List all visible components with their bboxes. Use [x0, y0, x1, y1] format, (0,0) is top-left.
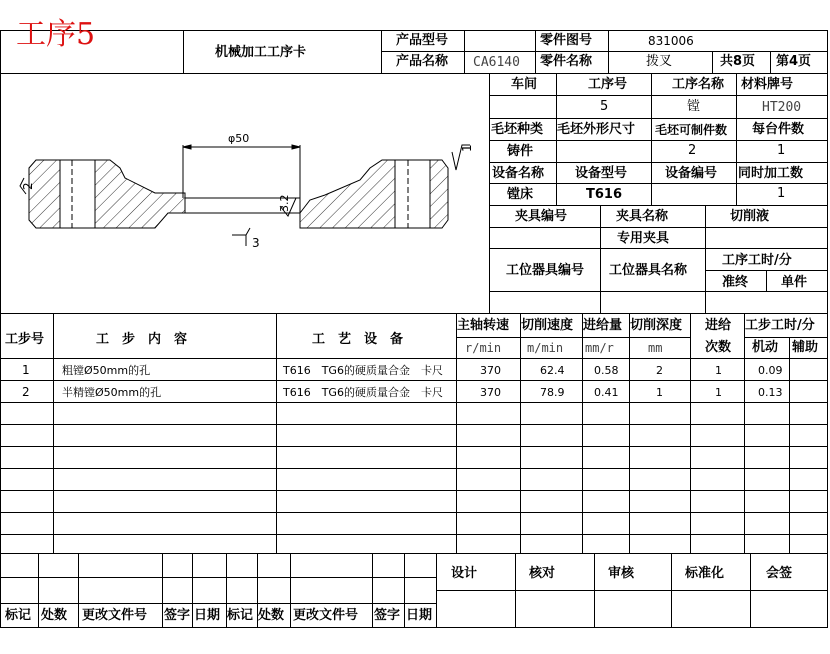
product-name-label: 产品名称	[396, 54, 449, 69]
process-hours-label: 工序工时/分	[722, 253, 792, 268]
equip-model-label: 设备型号	[575, 166, 628, 181]
step-2-no: 2	[22, 385, 30, 399]
diameter-label: φ50	[228, 132, 250, 145]
step-1-equipment: T616 TG6的硬质量合金 卡尺	[283, 364, 443, 377]
unit-label: 单件	[781, 275, 808, 290]
product-model-label: 产品型号	[396, 33, 449, 48]
prep-end-label: 准终	[722, 275, 749, 290]
step-2-equipment: T616 TG6的硬质量合金 卡尺	[283, 386, 443, 399]
step-2-speed: 370	[480, 386, 501, 399]
page-no: 第4页	[776, 54, 812, 69]
change-doc-label-1: 更改文件号	[82, 608, 148, 623]
blank-size-label: 毛坯外形尺寸	[557, 122, 636, 137]
mark-2: 2	[21, 182, 35, 190]
step-1-no: 1	[22, 363, 30, 377]
feed-header: 进给量	[583, 318, 623, 333]
step-1-content: 粗镗Ø50mm的孔	[62, 364, 151, 377]
part-name-label: 零件名称	[540, 54, 593, 69]
countersign-label: 会签	[766, 566, 793, 581]
coolant-label: 切削液	[730, 209, 770, 224]
part-name-value: 拨叉	[646, 54, 673, 69]
step-2-depth: 1	[656, 386, 663, 399]
parts-per-machine-label: 每台件数	[752, 122, 805, 137]
fixture-name-label: 夹具名称	[616, 209, 669, 224]
date-label-1: 日期	[194, 608, 221, 623]
step-no-header: 工步号	[5, 332, 45, 347]
blank-type-value: 铸件	[507, 144, 534, 159]
process-title: 工序5	[16, 17, 96, 52]
step-2-content: 半精镗Ø50mm的孔	[62, 386, 162, 399]
card-title: 机械加工工序卡	[215, 45, 307, 60]
total-pages: 共8页	[720, 54, 756, 69]
simultaneous-label: 同时加工数	[738, 166, 804, 181]
check-label: 核对	[529, 566, 556, 581]
mark-label-1: 标记	[5, 608, 32, 623]
process-name-value: 镗	[687, 99, 701, 114]
parts-per-blank-label: 毛坯可制件数	[655, 123, 728, 137]
simultaneous-value: 1	[777, 186, 786, 201]
process-no-label: 工序号	[588, 77, 628, 92]
unit-rpm: r/min	[465, 341, 502, 355]
standard-label: 标准化	[685, 566, 725, 581]
equip-name-label: 设备名称	[492, 166, 545, 181]
product-name-value: CA6140	[473, 55, 520, 70]
feed-times-header-2: 次数	[705, 340, 732, 355]
process-name-label: 工序名称	[672, 77, 725, 92]
material-label: 材料牌号	[741, 77, 794, 92]
date-label-2: 日期	[406, 608, 433, 623]
aux-time-header: 辅助	[792, 340, 819, 355]
signature-label-1: 签字	[164, 608, 191, 623]
parts-per-machine-value: 1	[777, 143, 786, 158]
step-1-vc: 62.4	[540, 364, 565, 377]
step-content-header: 工 步 内 容	[96, 332, 188, 347]
station-tool-name-label: 工位器具名称	[609, 263, 688, 278]
mark-3: 3	[252, 236, 260, 250]
step-2-vc: 78.9	[540, 386, 565, 399]
roughness-label: 3.2	[278, 194, 291, 212]
spindle-speed-header: 主轴转速	[457, 318, 510, 333]
mark-1: 1	[460, 144, 474, 152]
step-1-depth: 2	[656, 364, 663, 377]
material-value: HT200	[762, 100, 802, 115]
mark-label-2: 标记	[227, 608, 254, 623]
step-1-times: 1	[715, 364, 722, 377]
fixture-no-label: 夹具编号	[515, 209, 568, 224]
parts-per-blank-value: 2	[688, 143, 697, 158]
step-1-machine: 0.09	[758, 364, 783, 377]
equip-name-value: 镗床	[507, 187, 534, 202]
workshop-label: 车间	[511, 77, 538, 92]
blank-type-label: 毛坯种类	[491, 122, 544, 137]
design-label: 设计	[451, 566, 478, 581]
part-drawing-no-value: 831006	[648, 34, 694, 48]
signature-label-2: 签字	[374, 608, 401, 623]
cut-depth-header: 切削深度	[630, 318, 683, 333]
machine-time-header: 机动	[752, 340, 779, 355]
step-1-speed: 370	[480, 364, 501, 377]
step-hours-header: 工步工时/分	[745, 318, 815, 333]
unit-mmr: mm/r	[585, 341, 614, 355]
equip-no-label: 设备编号	[665, 166, 718, 181]
step-1-feed: 0.58	[594, 364, 619, 377]
count-label-2: 处数	[258, 608, 285, 623]
station-tool-no-label: 工位器具编号	[506, 263, 585, 278]
unit-mpm: m/min	[527, 341, 564, 355]
change-doc-label-2: 更改文件号	[293, 608, 359, 623]
unit-mm: mm	[648, 341, 663, 355]
feed-times-header-1: 进给	[705, 318, 732, 333]
fixture-name-value: 专用夹具	[617, 231, 670, 246]
cutting-speed-header: 切削速度	[521, 318, 574, 333]
step-2-times: 1	[715, 386, 722, 399]
equip-model-value: T616	[586, 187, 623, 202]
review-label: 审核	[608, 566, 635, 581]
equipment-header: 工 艺 设 备	[312, 332, 404, 347]
process-no-value: 5	[600, 99, 609, 114]
step-2-machine: 0.13	[758, 386, 783, 399]
count-label-1: 处数	[41, 608, 68, 623]
step-2-feed: 0.41	[594, 386, 619, 399]
part-drawing-no-label: 零件图号	[540, 33, 593, 48]
